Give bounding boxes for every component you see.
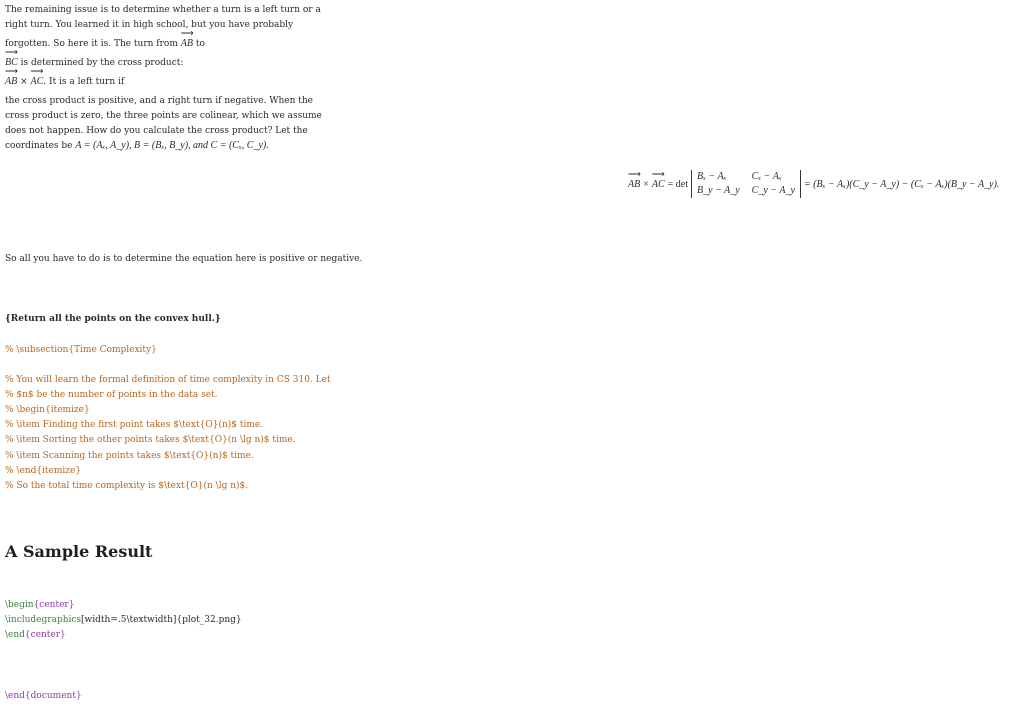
intro-line-5 [5,76,124,88]
intro-line-9-text: coordinates be [5,141,73,151]
eq-vector-ab: ⟶ AB [628,179,640,190]
latex-enddoc-arg: {document} [24,691,82,701]
matrix-cell-22: C_y − A_y [751,185,795,196]
intro-line-4-text: is determined by the cross product: [20,58,184,68]
intro-line-3 [5,38,205,50]
latex-end-arg: {center} [24,630,66,640]
latex-begin-cmd: \begin [5,600,34,610]
comment-line-4: % \item Finding the first point takes $\text{O}(n)$ time. [5,420,264,430]
intro-line-7: cross product is zero, the three points are colinear, which we assume [5,111,322,121]
latex-include-args: [width=.5\textwidth]{plot_32.png} [81,615,242,625]
comment-line-3: % \begin{itemize} [5,405,90,415]
intro-line-3-text: forgotten. So here it is. The turn from [5,39,178,49]
latex-end-cmd: \end [5,630,25,640]
return-note: {Return all the points on the convex hull.} [5,314,221,324]
vector-bc: ⟶ BC [5,57,18,69]
latex-includegraphics [5,614,242,626]
intro-line-9 [5,140,269,152]
intro-line-1: The remaining issue is to determine whether a turn is a left turn or a [5,5,321,15]
intro-line-5-text: . It is a left turn if [43,77,125,87]
comment-line-5: % \item Sorting the other points takes $\text{O}(n \lg n)$ time. [5,435,296,445]
eq-det: = det [667,178,688,190]
comment-line-2: % $n$ be the number of points in the data set. [5,390,218,400]
summary-text: So all you have to do is to determine the equation here is positive or negative. [5,254,363,264]
cross-product-equation [628,170,999,198]
coordinates-math: A = (Aₓ, A_y), B = (Bₓ, B_y), and C = (Cₓ, C_y). [75,140,269,151]
comment-line-8: % So the total time complexity is $\text{O}(n \lg n)$. [5,481,249,491]
latex-begin-center [5,599,74,611]
eq-rhs: = (Bₓ − Aₓ)(C_y − A_y) − (Cₓ − Aₓ)(B_y − A_y). [803,178,1000,190]
determinant-matrix [691,170,801,198]
latex-end-center [5,629,66,641]
latex-include-cmd: \includegraphics [5,615,82,625]
matrix-cell-21: B_y − A_y [697,185,740,196]
vector-ac: ⟶ AC [31,76,44,88]
vector-ab-2: ⟶ AB [5,76,17,88]
comment-line-7: % \end{itemize} [5,466,82,476]
matrix-cell-11: Bₓ − Aₓ [697,171,727,182]
intro-line-3-to: to [195,39,205,49]
latex-end-document [5,690,82,702]
section-heading: A Sample Result [5,542,153,561]
latex-enddoc-cmd: \end [5,691,25,701]
intro-line-8: does not happen. How do you calculate the cross product? Let the [5,126,308,136]
intro-line-2: right turn. You learned it in high school, but you have probably [5,20,294,30]
comment-line-6: % \item Scanning the points takes $\text{O}(n)$ time. [5,451,254,461]
latex-begin-arg: {center} [33,600,75,610]
comment-line-1: % You will learn the formal definition of time complexity in CS 310. Let [5,375,331,385]
comment-subsection: % \subsection{Time Complexity} [5,345,157,355]
eq-times: × [643,178,649,190]
matrix-cell-12: Cₓ − Aₓ [751,171,782,182]
cross-symbol: × [20,77,28,87]
intro-line-6: the cross product is positive, and a right turn if negative. When the [5,96,313,106]
eq-vector-ac: ⟶ AC [652,179,665,190]
vector-ab: ⟶ AB [181,38,193,50]
